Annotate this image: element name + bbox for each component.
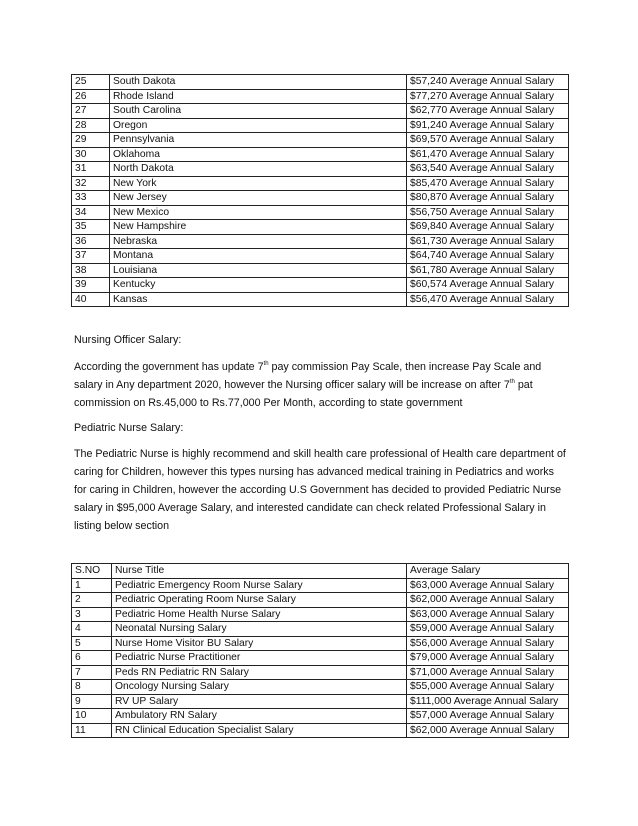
header-average-salary: Average Salary [407,564,569,579]
cell-salary: $62,000 Average Annual Salary [407,593,569,608]
cell-salary: $61,780 Average Annual Salary [407,263,569,278]
ordinal-suffix: th [263,361,269,367]
cell-no: 27 [72,104,110,119]
table-row [72,205,569,220]
nursing-officer-text-3: pat commission on Rs.45,000 to Rs.77,000 Per Month, according to state government [74,379,533,409]
cell-no: 2 [72,593,112,608]
cell-title: Pediatric Home Health Nurse Salary [112,607,407,622]
nursing-officer-paragraph [74,358,570,412]
cell-state: Pennsylvania [110,133,407,148]
cell-title: Nurse Home Visitor BU Salary [112,636,407,651]
header-nurse-title: Nurse Title [112,564,407,579]
cell-salary: $62,000 Average Annual Salary [407,723,569,738]
nursing-officer-text-1: According the government has update 7 [74,361,264,373]
cell-salary: $91,240 Average Annual Salary [407,118,569,133]
table-row [72,220,569,235]
cell-salary: $64,740 Average Annual Salary [407,249,569,264]
cell-no: 8 [72,680,112,695]
cell-salary: $62,770 Average Annual Salary [407,104,569,119]
table-row [72,162,569,177]
cell-state: Montana [110,249,407,264]
cell-no: 39 [72,278,110,293]
cell-state: North Dakota [110,162,407,177]
cell-no: 36 [72,234,110,249]
cell-no: 1 [72,578,112,593]
cell-no: 34 [72,205,110,220]
pediatric-nurse-salary-table-body [72,564,569,738]
table-row [72,622,569,637]
cell-salary: $85,470 Average Annual Salary [407,176,569,191]
table-row [72,651,569,666]
cell-title: Pediatric Nurse Practitioner [112,651,407,666]
table-row [72,723,569,738]
cell-no: 25 [72,75,110,90]
cell-no: 7 [72,665,112,680]
cell-salary: $60,574 Average Annual Salary [407,278,569,293]
state-salary-table-body [72,75,569,307]
table-row [72,191,569,206]
table-row [72,607,569,622]
cell-no: 4 [72,622,112,637]
cell-salary: $55,000 Average Annual Salary [407,680,569,695]
cell-state: Nebraska [110,234,407,249]
cell-no: 30 [72,147,110,162]
cell-salary: $69,570 Average Annual Salary [407,133,569,148]
table-row [72,680,569,695]
header-sno: S.NO [72,564,112,579]
cell-title: Peds RN Pediatric RN Salary [112,665,407,680]
cell-title: Pediatric Operating Room Nurse Salary [112,593,407,608]
cell-salary: $59,000 Average Annual Salary [407,622,569,637]
table-row [72,104,569,119]
table-row [72,75,569,90]
pediatric-heading: Pediatric Nurse Salary: [74,422,184,434]
cell-no: 40 [72,292,110,307]
cell-salary: $57,240 Average Annual Salary [407,75,569,90]
cell-title: RN Clinical Education Specialist Salary [112,723,407,738]
cell-state: South Carolina [110,104,407,119]
cell-no: 5 [72,636,112,651]
cell-salary: $56,470 Average Annual Salary [407,292,569,307]
cell-state: South Dakota [110,75,407,90]
cell-salary: $57,000 Average Annual Salary [407,709,569,724]
cell-no: 9 [72,694,112,709]
cell-no: 29 [72,133,110,148]
nursing-officer-heading: Nursing Officer Salary: [74,334,182,346]
table-header-row [72,564,569,579]
cell-state: New York [110,176,407,191]
cell-state: New Hampshire [110,220,407,235]
cell-state: Oklahoma [110,147,407,162]
cell-title: Oncology Nursing Salary [112,680,407,695]
cell-no: 38 [72,263,110,278]
cell-salary: $111,000 Average Annual Salary [407,694,569,709]
cell-salary: $63,540 Average Annual Salary [407,162,569,177]
cell-no: 3 [72,607,112,622]
cell-state: Oregon [110,118,407,133]
table-row [72,176,569,191]
cell-state: New Mexico [110,205,407,220]
cell-state: Kentucky [110,278,407,293]
cell-title: Pediatric Emergency Room Nurse Salary [112,578,407,593]
cell-no: 10 [72,709,112,724]
cell-salary: $56,750 Average Annual Salary [407,205,569,220]
cell-salary: $63,000 Average Annual Salary [407,578,569,593]
cell-salary: $56,000 Average Annual Salary [407,636,569,651]
table-row [72,147,569,162]
pediatric-nurse-salary-table [71,563,569,738]
cell-salary: $77,270 Average Annual Salary [407,89,569,104]
cell-no: 6 [72,651,112,666]
cell-no: 33 [72,191,110,206]
cell-no: 31 [72,162,110,177]
table-row [72,578,569,593]
cell-no: 32 [72,176,110,191]
table-row [72,636,569,651]
nursing-officer-text-2: pay commission Pay Scale, then increase Pay Scale and salary in Any department 2020, however the Nursing officer salary will be increase on after 7 [74,361,542,391]
table-row [72,133,569,148]
ordinal-suffix: th [509,379,515,385]
cell-salary: $69,840 Average Annual Salary [407,220,569,235]
table-row [72,278,569,293]
table-row [72,694,569,709]
cell-title: RV UP Salary [112,694,407,709]
cell-salary: $79,000 Average Annual Salary [407,651,569,666]
cell-title: Ambulatory RN Salary [112,709,407,724]
cell-state: Rhode Island [110,89,407,104]
cell-no: 28 [72,118,110,133]
cell-no: 26 [72,89,110,104]
pediatric-paragraph: The Pediatric Nurse is highly recommend and skill health care professional of Health care department of caring for Children, however this types nursing has advanced medical training in Pediatrics and works for caring in Children, however the according U.S Government has decided to provided Pediatric Nurse salary in $95,000 Average Salary, and interested candidate can check related Professional Salary in listing below section [74,448,566,532]
table-row [72,593,569,608]
cell-state: New Jersey [110,191,407,206]
table-row [72,234,569,249]
cell-title: Neonatal Nursing Salary [112,622,407,637]
table-row [72,665,569,680]
cell-salary: $61,470 Average Annual Salary [407,147,569,162]
cell-salary: $61,730 Average Annual Salary [407,234,569,249]
cell-state: Kansas [110,292,407,307]
table-row [72,292,569,307]
table-row [72,249,569,264]
state-salary-table [71,74,569,307]
cell-no: 35 [72,220,110,235]
table-row [72,89,569,104]
table-row [72,709,569,724]
cell-no: 37 [72,249,110,264]
table-row [72,118,569,133]
cell-salary: $63,000 Average Annual Salary [407,607,569,622]
table-row [72,263,569,278]
cell-salary: $71,000 Average Annual Salary [407,665,569,680]
cell-state: Louisiana [110,263,407,278]
cell-no: 11 [72,723,112,738]
cell-salary: $80,870 Average Annual Salary [407,191,569,206]
